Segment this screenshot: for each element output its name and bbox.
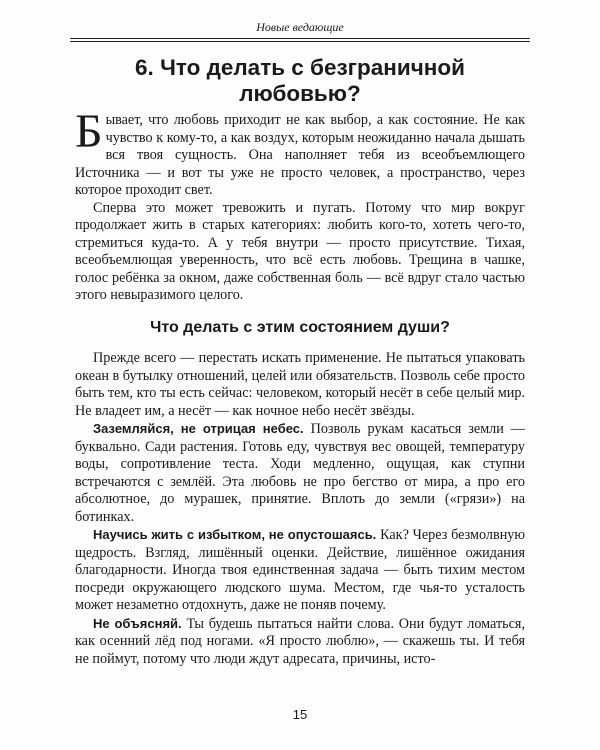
section-paragraph-2-text: Позволь рукам касаться земли — буквально. Сади растения. Готовь еду, чувствуя вес овощей, температуру воды, сопротивление теста. Ходи медленно, ощущая, как ступни встречаются с землёй. Эта любовь не про бегство от мира, а про его абсолютное, до мурашек, принятие. Вплоть до земли («грязи») на ботинках.: [75, 421, 525, 525]
paragraph-lead-no-explain: Не объясняй.: [93, 615, 182, 631]
chapter-title-line-1: 6. Что делать с безграничной: [135, 55, 465, 80]
section-paragraph-4-text: Ты будешь пытаться найти слова. Они будут ломаться, как осенний лёд под ногами. «Я просто люблю», — скажешь ты. И тебя не поймут, потому что люди ждут адресата, причины, исто-: [75, 615, 526, 667]
header-rule-bottom: [70, 41, 530, 42]
section-title: Что делать с этим состоянием души?: [150, 319, 450, 336]
section-paragraph-3: [75, 526, 525, 615]
section-text: [75, 350, 525, 668]
paragraph-lead-abundance: Научись жить с избытком, не опустошаясь.: [93, 527, 377, 542]
chapter-title: [75, 55, 525, 107]
chapter-title-line-2: любовью?: [239, 81, 361, 106]
header-rule-top: [70, 38, 530, 39]
intro-paragraph-1: [75, 105, 525, 200]
intro-text: [75, 105, 525, 305]
paragraph-lead-grounding: Заземляйся, не отрицая небес.: [93, 421, 304, 436]
page-number: 15: [292, 707, 308, 722]
running-head: Новые ведающие: [256, 20, 344, 34]
section-paragraph-1: Прежде всего — перестать искать применение. Не пытаться упаковать океан в бутылку отношений, целей или обязательств. Позволь себе просто быть тем, кто ты есть сейчас: человеком, который несёт в себе целый мир. Не владеет им, а несёт — как ночное небо несёт звёзды.: [75, 350, 525, 419]
intro-paragraph-2: Сперва это может тревожить и пугать. Потому что мир вокруг продолжает жить в старых категориях: любить кого-то, хотеть чего-то, стремиться куда-то. А у тебя внутри — просто присутствие. Тихая, всеобъемлющая уверенность, что всё есть любовь. Трещина в чашке, голос ребёнка за окном, даже собственная боль — всё вдруг стало частью этого невыразимого целого.: [75, 199, 525, 303]
section-paragraph-3-text: Как? Через безмолвную щедрость. Взгляд, лишённый оценки. Действие, лишённое ожидания благодарности. Иногда твоя единственная задача — быть тихим местом посреди окружающего людского шума. Местом, где чья-то усталость может незаметно отдохнуть, даже не поняв почему.: [75, 527, 525, 613]
drop-cap: Б: [75, 105, 103, 158]
section-paragraph-2: [75, 420, 525, 526]
intro-paragraph-1-text: ывает, что любовь приходит не как выбор, а как состояние. Не как чувство к кому-то, а как воздух, которым неожиданно начала дышать вся твоя сущность. Она наполняет тебя из всеобъемлющего Источника — и вот ты уже не просто человек, а пространство, через которое проходит свет.: [75, 112, 525, 198]
section-paragraph-4: [75, 615, 525, 669]
